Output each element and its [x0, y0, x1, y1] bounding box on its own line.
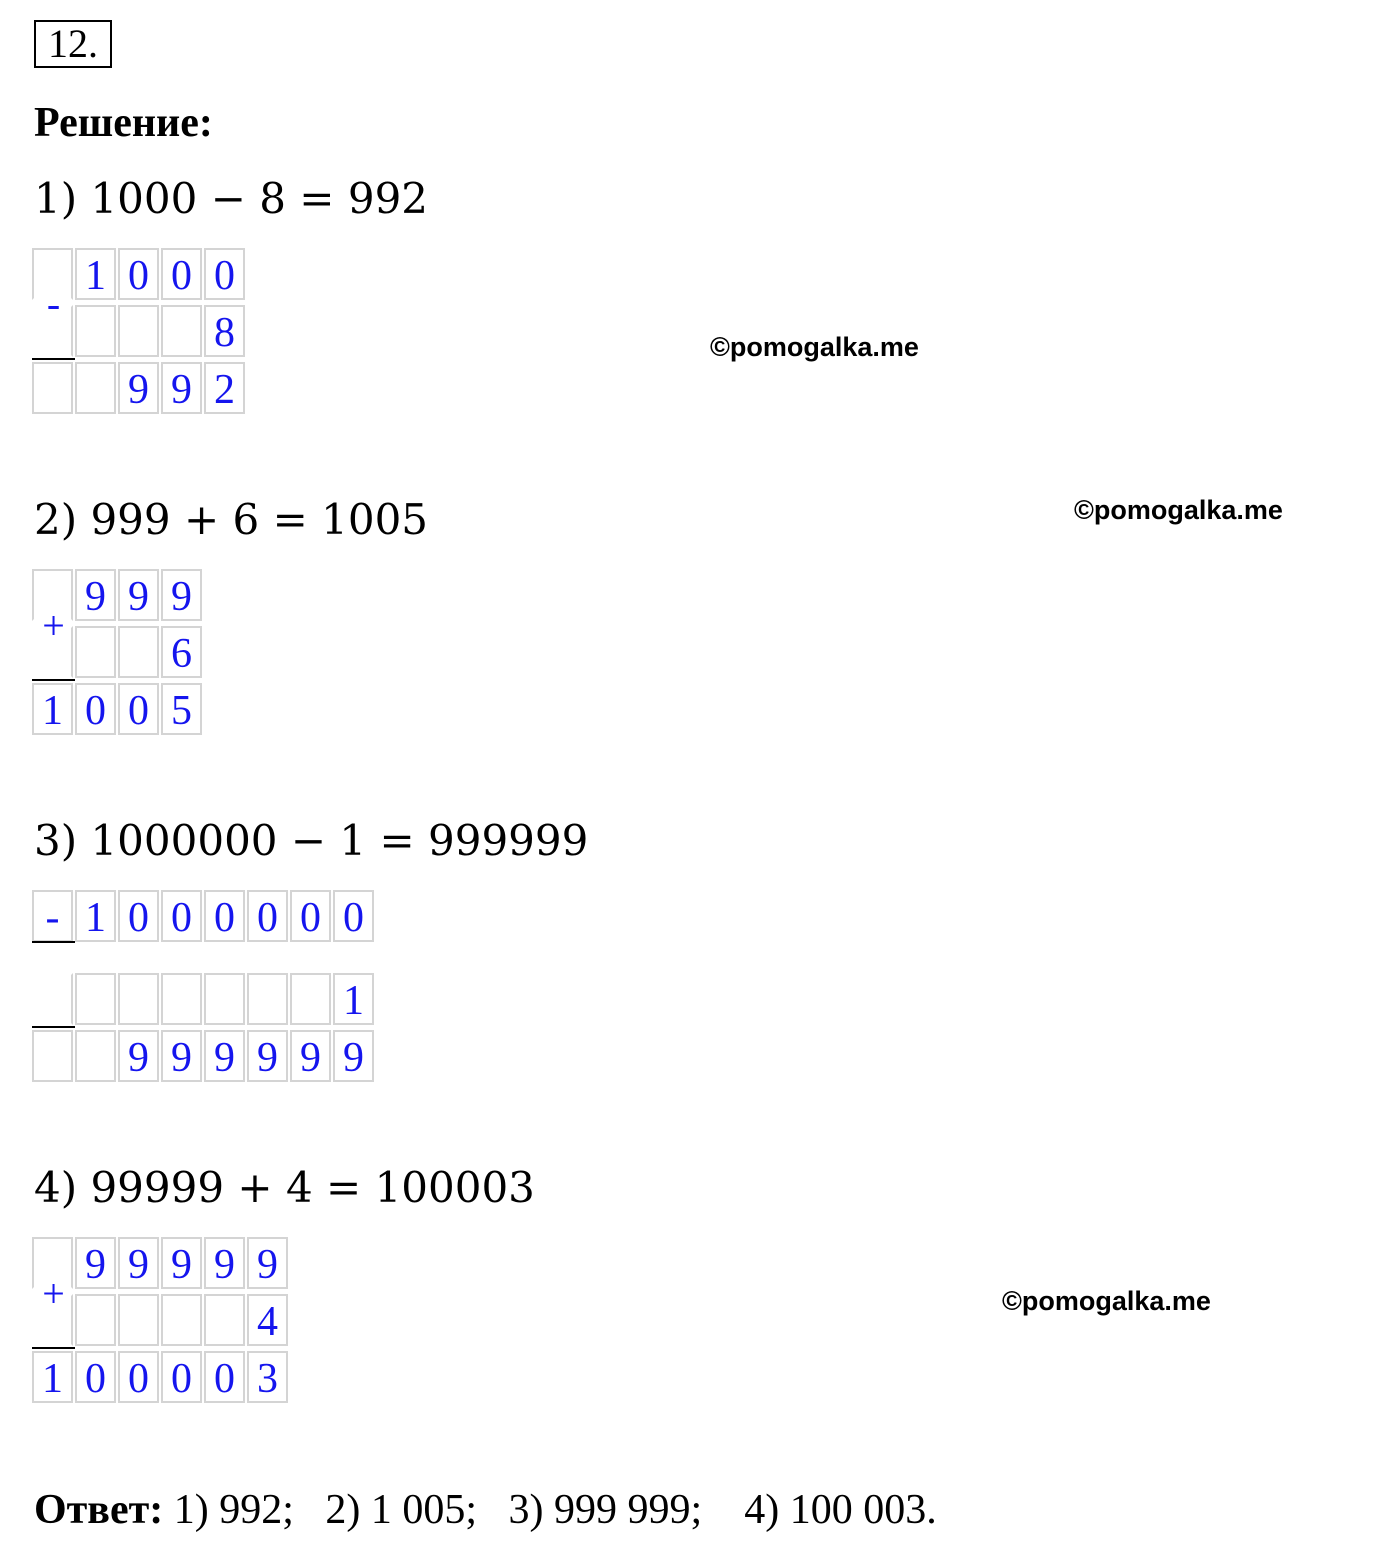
operator-sign: +	[42, 603, 65, 648]
grid-cell: 9	[75, 569, 116, 621]
answer-line	[34, 1482, 937, 1538]
grid-cell	[32, 362, 73, 414]
grid-cell: 1	[75, 890, 116, 942]
answer-label: Ответ:	[34, 1487, 164, 1533]
grid-cell: 2	[204, 362, 245, 414]
grid-cell: 9	[161, 569, 202, 621]
grid-cell: 0	[204, 890, 245, 942]
problem-4-expression: 4) 99999 + 4 = 100003	[34, 1163, 535, 1212]
grid-cell	[32, 973, 73, 1025]
task-number: 12.	[34, 20, 112, 68]
problem-2-expression: 2) 999 + 6 = 1005	[34, 495, 429, 544]
problem-3-expression: 3) 1000000 − 1 = 999999	[34, 816, 589, 865]
result-rule	[32, 1347, 75, 1349]
grid-cell: 1	[32, 1351, 73, 1403]
grid-cell	[118, 973, 159, 1025]
problem-1-expression: 1) 1000 − 8 = 992	[34, 174, 429, 223]
watermark-3: ©pomogalka.me	[1002, 1286, 1211, 1316]
grid-cell: 9	[161, 362, 202, 414]
grid-cell	[247, 973, 288, 1025]
grid-cell: 9	[118, 569, 159, 621]
grid-cell: 0	[247, 890, 288, 942]
result-rule	[32, 358, 75, 360]
solution-heading: Решение:	[34, 100, 213, 146]
grid-cell: 0	[118, 890, 159, 942]
grid-cell: 0	[161, 890, 202, 942]
grid-cell	[75, 626, 116, 678]
grid-cell: 1	[32, 683, 73, 735]
grid-cell	[118, 626, 159, 678]
result-rule	[32, 679, 75, 681]
grid-cell: 0	[118, 1351, 159, 1403]
watermark-2: ©pomogalka.me	[1074, 495, 1283, 525]
grid-cell	[75, 1030, 116, 1082]
grid-cell	[75, 1294, 116, 1346]
grid-cell: 9	[204, 1030, 245, 1082]
grid-cell: 5	[161, 683, 202, 735]
operator-sign: +	[42, 1271, 65, 1316]
grid-cell: 0	[204, 248, 245, 300]
grid-cell: -	[32, 890, 73, 942]
grid-cell: 9	[247, 1030, 288, 1082]
grid-cell: 9	[204, 1237, 245, 1289]
watermark-1: ©pomogalka.me	[710, 332, 919, 362]
grid-cell	[161, 973, 202, 1025]
grid-cell	[75, 362, 116, 414]
grid-cell: 1	[333, 973, 374, 1025]
result-rule	[32, 941, 75, 943]
operator-sign: -	[46, 281, 61, 326]
grid-cell	[75, 973, 116, 1025]
grid-cell: 3	[247, 1351, 288, 1403]
grid-cell: 9	[161, 1237, 202, 1289]
grid-cell: 0	[75, 683, 116, 735]
grid-cell: 0	[333, 890, 374, 942]
grid-cell	[204, 973, 245, 1025]
grid-cell	[204, 1294, 245, 1346]
grid-cell: 8	[204, 305, 245, 357]
grid-cell: 9	[118, 362, 159, 414]
grid-cell	[118, 1294, 159, 1346]
grid-cell	[161, 305, 202, 357]
grid-cell: 9	[333, 1030, 374, 1082]
grid-cell: 0	[290, 890, 331, 942]
grid-cell: 9	[161, 1030, 202, 1082]
grid-cell	[75, 305, 116, 357]
grid-cell: 9	[247, 1237, 288, 1289]
result-rule	[32, 1026, 75, 1028]
grid-cell: 9	[118, 1030, 159, 1082]
grid-cell: 9	[75, 1237, 116, 1289]
grid-cell	[32, 1030, 73, 1082]
grid-cell	[290, 973, 331, 1025]
grid-cell: 0	[75, 1351, 116, 1403]
grid-cell: 1	[75, 248, 116, 300]
grid-cell	[161, 1294, 202, 1346]
grid-cell: 0	[161, 248, 202, 300]
grid-cell: 9	[118, 1237, 159, 1289]
grid-cell: 6	[161, 626, 202, 678]
answer-values: 1) 992; 2) 1 005; 3) 999 999; 4) 100 003.	[163, 1487, 937, 1533]
grid-cell: 4	[247, 1294, 288, 1346]
grid-cell: 0	[118, 248, 159, 300]
grid-cell: 0	[161, 1351, 202, 1403]
grid-cell: 0	[204, 1351, 245, 1403]
grid-cell: 9	[290, 1030, 331, 1082]
grid-cell	[118, 305, 159, 357]
grid-cell: 0	[118, 683, 159, 735]
